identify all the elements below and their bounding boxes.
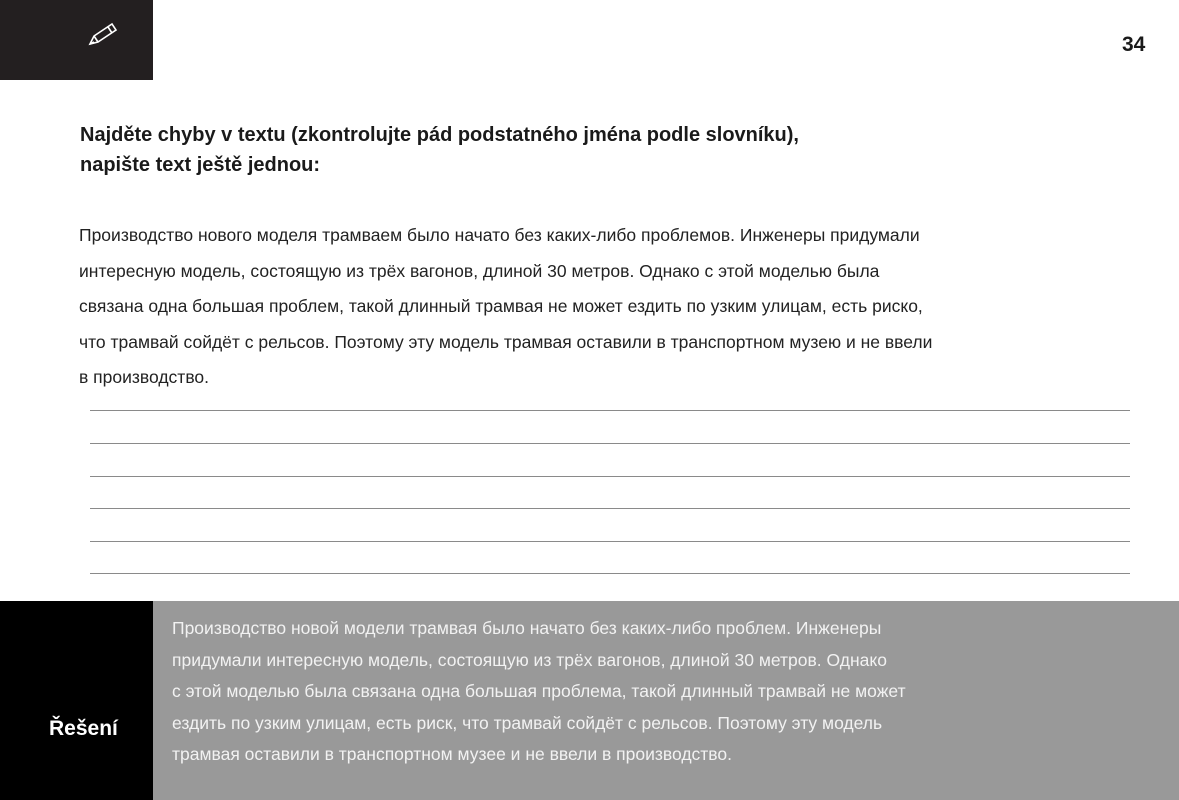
answer-line[interactable] — [90, 541, 1130, 542]
solution-line: ездить по узким улицам, есть риск, что трамвай сойдёт с рельсов. Поэтому эту модель — [172, 712, 883, 733]
pencil-icon — [86, 20, 120, 48]
text-line: Производство нового моделя трамваем было начато без каких-либо проблемов. Инженеры придумали — [79, 225, 920, 245]
answer-line[interactable] — [90, 508, 1130, 509]
solution-line: придумали интересную модель, состоящую из трёх вагонов, длиной 30 метров. Однако — [172, 649, 887, 670]
solution-text — [172, 613, 906, 771]
text-line: интересную модель, состоящую из трёх вагонов, длиной 30 метров. Однако с этой моделью была — [79, 260, 880, 281]
solution-line: Производство новой модели трамвая было начато без каких-либо проблем. Инженеры — [172, 618, 882, 638]
solution-line: с этой моделью была связана одна большая проблема, такой длинный трамвай не может — [172, 681, 906, 701]
corner-block — [0, 0, 153, 80]
heading-line: Najděte chyby v textu (zkontrolujte pád podstatného jména podle slovníku), — [80, 124, 799, 146]
page-number: 34 — [1122, 33, 1146, 56]
text-line: в производство. — [79, 367, 210, 387]
exercise-heading — [80, 120, 799, 180]
text-line: что трамвай сойдёт с рельсов. Поэтому эту модель трамвая оставили в транспортном музею и не ввели — [79, 331, 933, 352]
exercise-text — [79, 218, 932, 396]
answer-line[interactable] — [90, 443, 1130, 444]
solution-line: трамвая оставили в транспортном музее и не ввели в производство. — [172, 744, 732, 764]
solution-label-panel — [0, 601, 153, 800]
heading-line: napište text ještě jednou: — [80, 154, 321, 176]
text-line: связана одна большая проблем, такой длинный трамвая не может ездить по узким улицам, есть риско, — [79, 296, 923, 316]
answer-line[interactable] — [90, 410, 1130, 411]
answer-line[interactable] — [90, 573, 1130, 574]
answer-line[interactable] — [90, 476, 1130, 477]
solution-label: Řešení — [49, 717, 118, 740]
